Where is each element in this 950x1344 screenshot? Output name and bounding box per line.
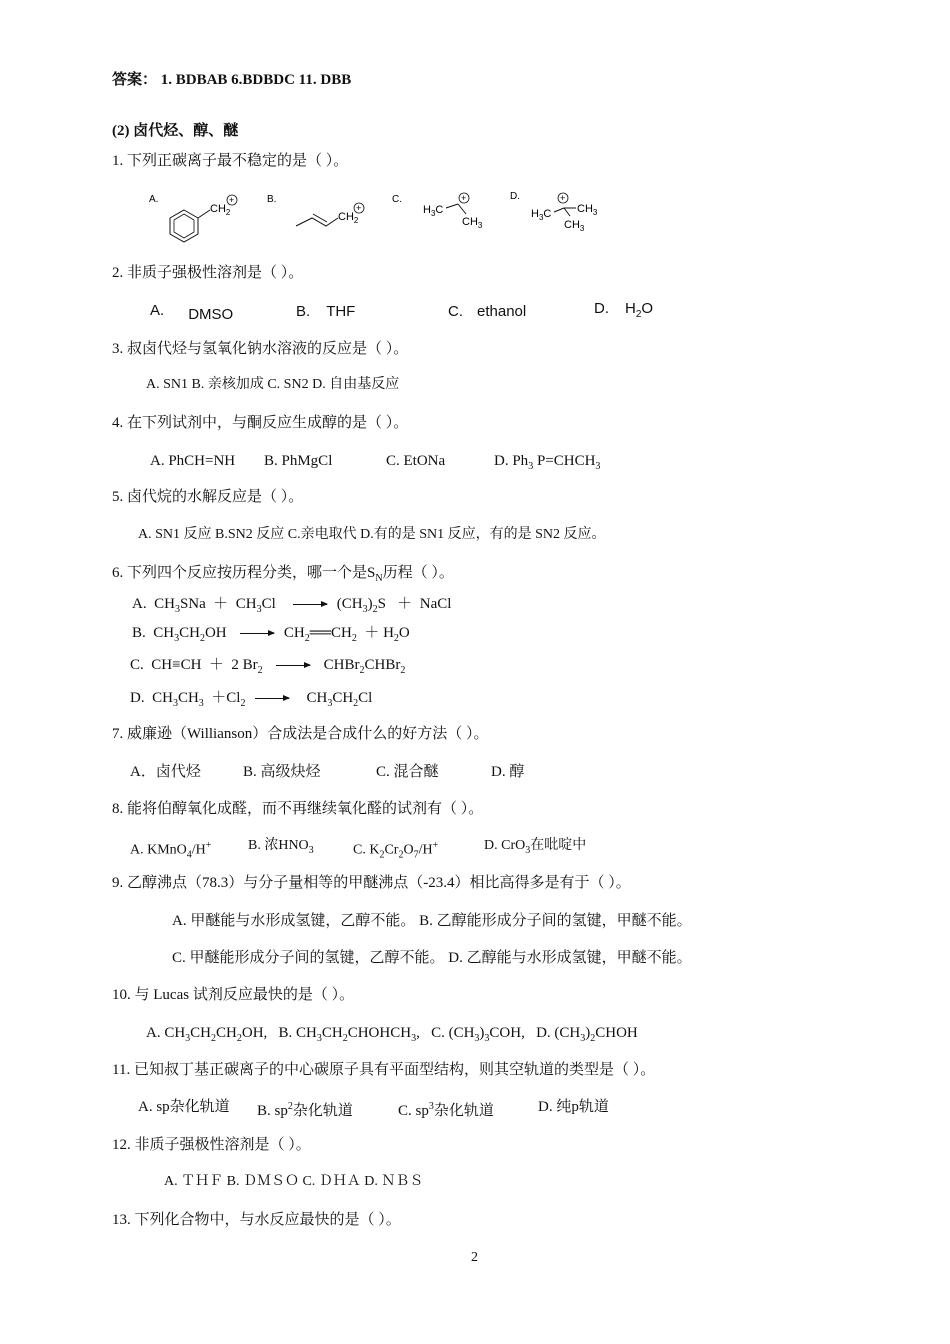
answer-key: 答案： 1. BDBAB 6.BDBDC 11. DBB: [112, 72, 352, 88]
svg-text:CH3: $CH_3$: [462, 216, 483, 230]
question-4-stem: 4. 在下列试剂中，与酮反应生成醇的是（ ）。: [112, 415, 409, 431]
svg-text:H3C: $H_3C$: [531, 208, 552, 222]
question-8-option-c: C. $K_2Cr_2O_7/H^+$: [353, 840, 439, 861]
question-6-option-c: C. CH≡CH ＋ 2 $Br_2$ CHBr$_2$CHBr$_2$: [130, 657, 406, 676]
svg-text:CH3: $CH_3$: [577, 203, 598, 217]
question-4-option-a: A. PhCH=NH: [150, 453, 236, 469]
question-13-stem: 13. 下列化合物中，与水反应最快的是（ ）。: [112, 1212, 401, 1228]
section-title: (2) 卤代烃、醇、醚: [112, 123, 239, 139]
question-7-option-a: A．卤代烃: [130, 764, 201, 780]
option-a-label: A.: [149, 194, 159, 205]
question-9-options-cd: C. 甲醚能形成分子间的氢键，乙醇不能。 D. 乙醇能与水形成氢键，甲醚不能。: [172, 950, 692, 966]
question-8-option-d: D. CrO$_3$在吡啶中: [484, 838, 587, 856]
question-11-option-d: D. 纯p轨道: [538, 1099, 609, 1115]
svg-text:CH2: $CH_2$: [210, 203, 231, 217]
question-11-option-b: B. $sp^2$杂化轨道: [257, 1101, 353, 1119]
question-7-option-c: C. 混合醚: [376, 764, 439, 780]
question-11-option-a: A. sp杂化轨道: [138, 1099, 230, 1115]
question-6-option-a: A. $CH_3SNa + CH_3Cl$ $(CH_3)_2S$ ＋ NaCl: [132, 596, 452, 615]
question-11-stem: 11. 已知叔丁基正碳离子的中心碳原子具有平面型结构，则其空轨道的类型是（ ）。: [112, 1062, 656, 1078]
question-10-options: A. $CH_3CH_2CH_2OH$, B. $CH_3CH_2CHOHCH_3$, C. $(CH_3)_3COH$, D. $(CH_3)_2CHOH$: [146, 1025, 638, 1044]
question-2-option-b: B. THF: [296, 303, 356, 320]
question-1-structures: [140, 186, 620, 248]
question-10-stem: 10. 与 Lucas 试剂反应最快的是（ ）。: [112, 987, 355, 1003]
question-6-stem: 6. 下列四个反应按历程分类，哪一个是$S_N$历程（ ）。: [112, 565, 454, 584]
question-1-stem: 1. 下列正碳离子最不稳定的是（ ）。: [112, 153, 349, 169]
page-number: 2: [471, 1250, 478, 1265]
option-b-label: B.: [267, 194, 277, 205]
question-8-option-b: B. 浓$HNO_3$: [248, 838, 314, 856]
option-d-label: D.: [510, 191, 520, 202]
question-9-options-ab: A. 甲醚能与水形成氢键，乙醇不能。 B. 乙醇能形成分子间的氢键，甲醚不能。: [172, 913, 692, 929]
question-7-stem: 7. 威廉逊（Willianson）合成法是合成什么的好方法（ ）。: [112, 726, 489, 742]
question-2-stem: 2. 非质子强极性溶剂是（ ）。: [112, 265, 304, 281]
svg-text:CH3: $CH_3$: [564, 219, 585, 233]
svg-text:H3C: $H_3C$: [423, 204, 444, 218]
question-2-option-c: C. ethanol: [448, 303, 527, 320]
svg-text:+: +: [356, 203, 362, 213]
question-5-options: A. SN1 反应 B.SN2 反应 C.亲电取代 D.有的是 SN1 反应，有的是 SN2 反应。: [138, 527, 606, 542]
question-6-option-b: B. $CH_3CH_2OH$ $CH_2══CH_2 + H_2O$: [132, 625, 410, 644]
question-5-stem: 5. 卤代烷的水解反应是（ ）。: [112, 489, 304, 505]
question-4-option-c: C. EtONa: [386, 453, 446, 469]
svg-text:+: +: [461, 193, 467, 203]
question-3-options: A. SN1 B. 亲核加成 C. SN2 D. 自由基反应: [146, 377, 400, 392]
question-12-stem: 12. 非质子强极性溶剂是（ ）。: [112, 1137, 311, 1153]
question-3-stem: 3. 叔卤代烃与氢氧化钠水溶液的反应是（ ）。: [112, 341, 409, 357]
question-12-options: A. ＴＨＦ B. ＤＭＳＯ C. ＤＨＡ D. ＮＢＳ: [164, 1174, 424, 1189]
question-7-option-d: D. 醇: [491, 764, 525, 780]
question-4-option-d: D. $Ph_3$ $P=CHCH_3$: [494, 453, 601, 472]
option-c-label: C.: [392, 194, 402, 205]
question-6-option-d: D. $CH_3CH_3 +Cl_2$ $CH_3CH_2Cl$: [130, 690, 373, 709]
svg-text:+: +: [560, 193, 566, 203]
question-2-option-d: D. $H_2O$: [594, 300, 654, 320]
question-8-option-a: A. KMnO$_4$/H+: [130, 840, 212, 861]
question-11-option-c: C. $sp^3$杂化轨道: [398, 1101, 494, 1119]
question-4-option-b: B. PhMgCl: [264, 453, 333, 469]
question-7-option-b: B. 高级炔烃: [243, 764, 321, 780]
question-8-stem: 8. 能将伯醇氧化成醛，而不再继续氧化醛的试剂有（ ）。: [112, 801, 484, 817]
svg-text:+: +: [229, 195, 235, 205]
question-9-stem: 9. 乙醇沸点（78.3）与分子量相等的甲醚沸点（-23.4）相比高得多是有于（ ）。: [112, 875, 631, 891]
question-2-option-a: A. DMSO: [150, 302, 234, 323]
svg-text:CH2: $CH_2$: [338, 211, 359, 225]
